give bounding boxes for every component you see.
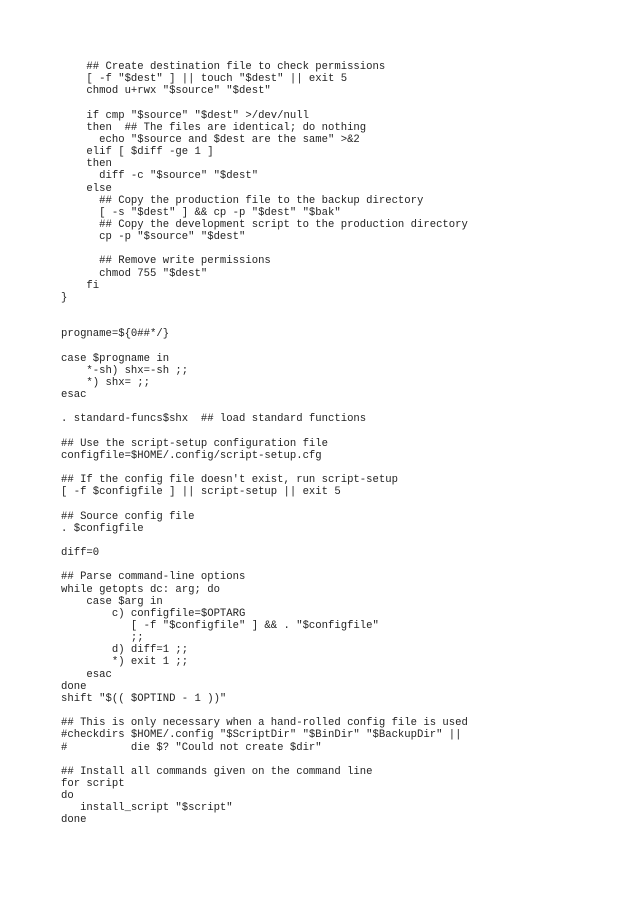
code-line: case $progname in <box>61 352 170 365</box>
code-line: progname=${0##*/} <box>61 328 170 341</box>
code-line: case $arg in <box>61 595 163 608</box>
code-line: diff=0 <box>61 547 100 560</box>
code-line: done <box>61 680 87 693</box>
code-line: diff -c "$source" "$dest" <box>61 170 259 183</box>
code-line: else <box>61 182 112 195</box>
code-line: d) diff=1 ;; <box>61 644 189 657</box>
code-line <box>61 535 468 547</box>
code-line: c) configfile=$OPTARG <box>61 607 246 620</box>
code-line <box>61 705 468 717</box>
code-line: do <box>61 790 74 803</box>
code-line: install_script "$script" <box>61 802 233 815</box>
code-line: while getopts dc: arg; do <box>61 583 220 596</box>
code-line: [ -s "$dest" ] && cp -p "$dest" "$bak" <box>61 206 341 219</box>
code-line <box>61 754 468 766</box>
code-line: then ## The files are identical; do nothing <box>61 121 367 134</box>
code-line: ## Use the script-setup configuration file <box>61 437 329 450</box>
code-line: esac <box>61 668 112 681</box>
code-line <box>61 97 468 109</box>
code-line: for script <box>61 778 125 791</box>
code-line <box>61 559 468 571</box>
code-line: } <box>61 291 68 304</box>
code-line: chmod 755 "$dest" <box>61 267 208 280</box>
code-line: . $configfile <box>61 522 144 535</box>
code-line: ## Copy the development script to the production directory <box>61 219 468 232</box>
code-line: esac <box>61 389 87 402</box>
code-line: chmod u+rwx "$source" "$dest" <box>61 85 271 98</box>
code-line <box>61 304 468 316</box>
code-line: then <box>61 158 112 171</box>
code-line: shift "$(( $OPTIND - 1 ))" <box>61 692 227 705</box>
code-line: ## Remove write permissions <box>61 255 271 268</box>
code-line: fi <box>61 279 100 292</box>
code-line <box>61 426 468 438</box>
code-line: if cmp "$source" "$dest" >/dev/null <box>61 109 309 122</box>
code-listing <box>61 61 468 827</box>
code-line: # die $? "Could not create $dir" <box>61 741 322 754</box>
code-line: configfile=$HOME/.config/script-setup.cfg <box>61 449 322 462</box>
code-line: ## Create destination file to check permissions <box>61 61 386 73</box>
code-line: ;; <box>61 632 144 645</box>
code-line: #checkdirs $HOME/.config "$ScriptDir" "$BinDir" "$BackupDir" || <box>61 729 462 742</box>
code-line: [ -f "$configfile" ] && . "$configfile" <box>61 620 379 633</box>
code-line: ## Source config file <box>61 510 195 523</box>
code-line: [ -f $configfile ] || script-setup || exit 5 <box>61 486 341 499</box>
code-line: ## Parse command-line options <box>61 571 246 584</box>
code-line: ## This is only necessary when a hand-rolled config file is used <box>61 717 468 730</box>
code-line: ## If the config file doesn't exist, run script-setup <box>61 474 398 487</box>
code-line: ## Install all commands given on the command line <box>61 765 373 778</box>
code-line <box>61 341 468 353</box>
code-line <box>61 243 468 255</box>
code-line: *) shx= ;; <box>61 376 151 389</box>
code-line: [ -f "$dest" ] || touch "$dest" || exit 5 <box>61 73 348 86</box>
code-line: echo "$source and $dest are the same" >&2 <box>61 133 360 146</box>
code-line: done <box>61 814 87 827</box>
code-line <box>61 401 468 413</box>
code-line <box>61 462 468 474</box>
code-line <box>61 316 468 328</box>
code-line: *-sh) shx=-sh ;; <box>61 364 189 377</box>
code-line: ## Copy the production file to the backup directory <box>61 194 424 207</box>
code-line: elif [ $diff -ge 1 ] <box>61 146 214 159</box>
code-line: cp -p "$source" "$dest" <box>61 231 246 244</box>
code-line <box>61 499 468 511</box>
code-line: *) exit 1 ;; <box>61 656 189 669</box>
code-line: . standard-funcs$shx ## load standard functions <box>61 413 367 426</box>
